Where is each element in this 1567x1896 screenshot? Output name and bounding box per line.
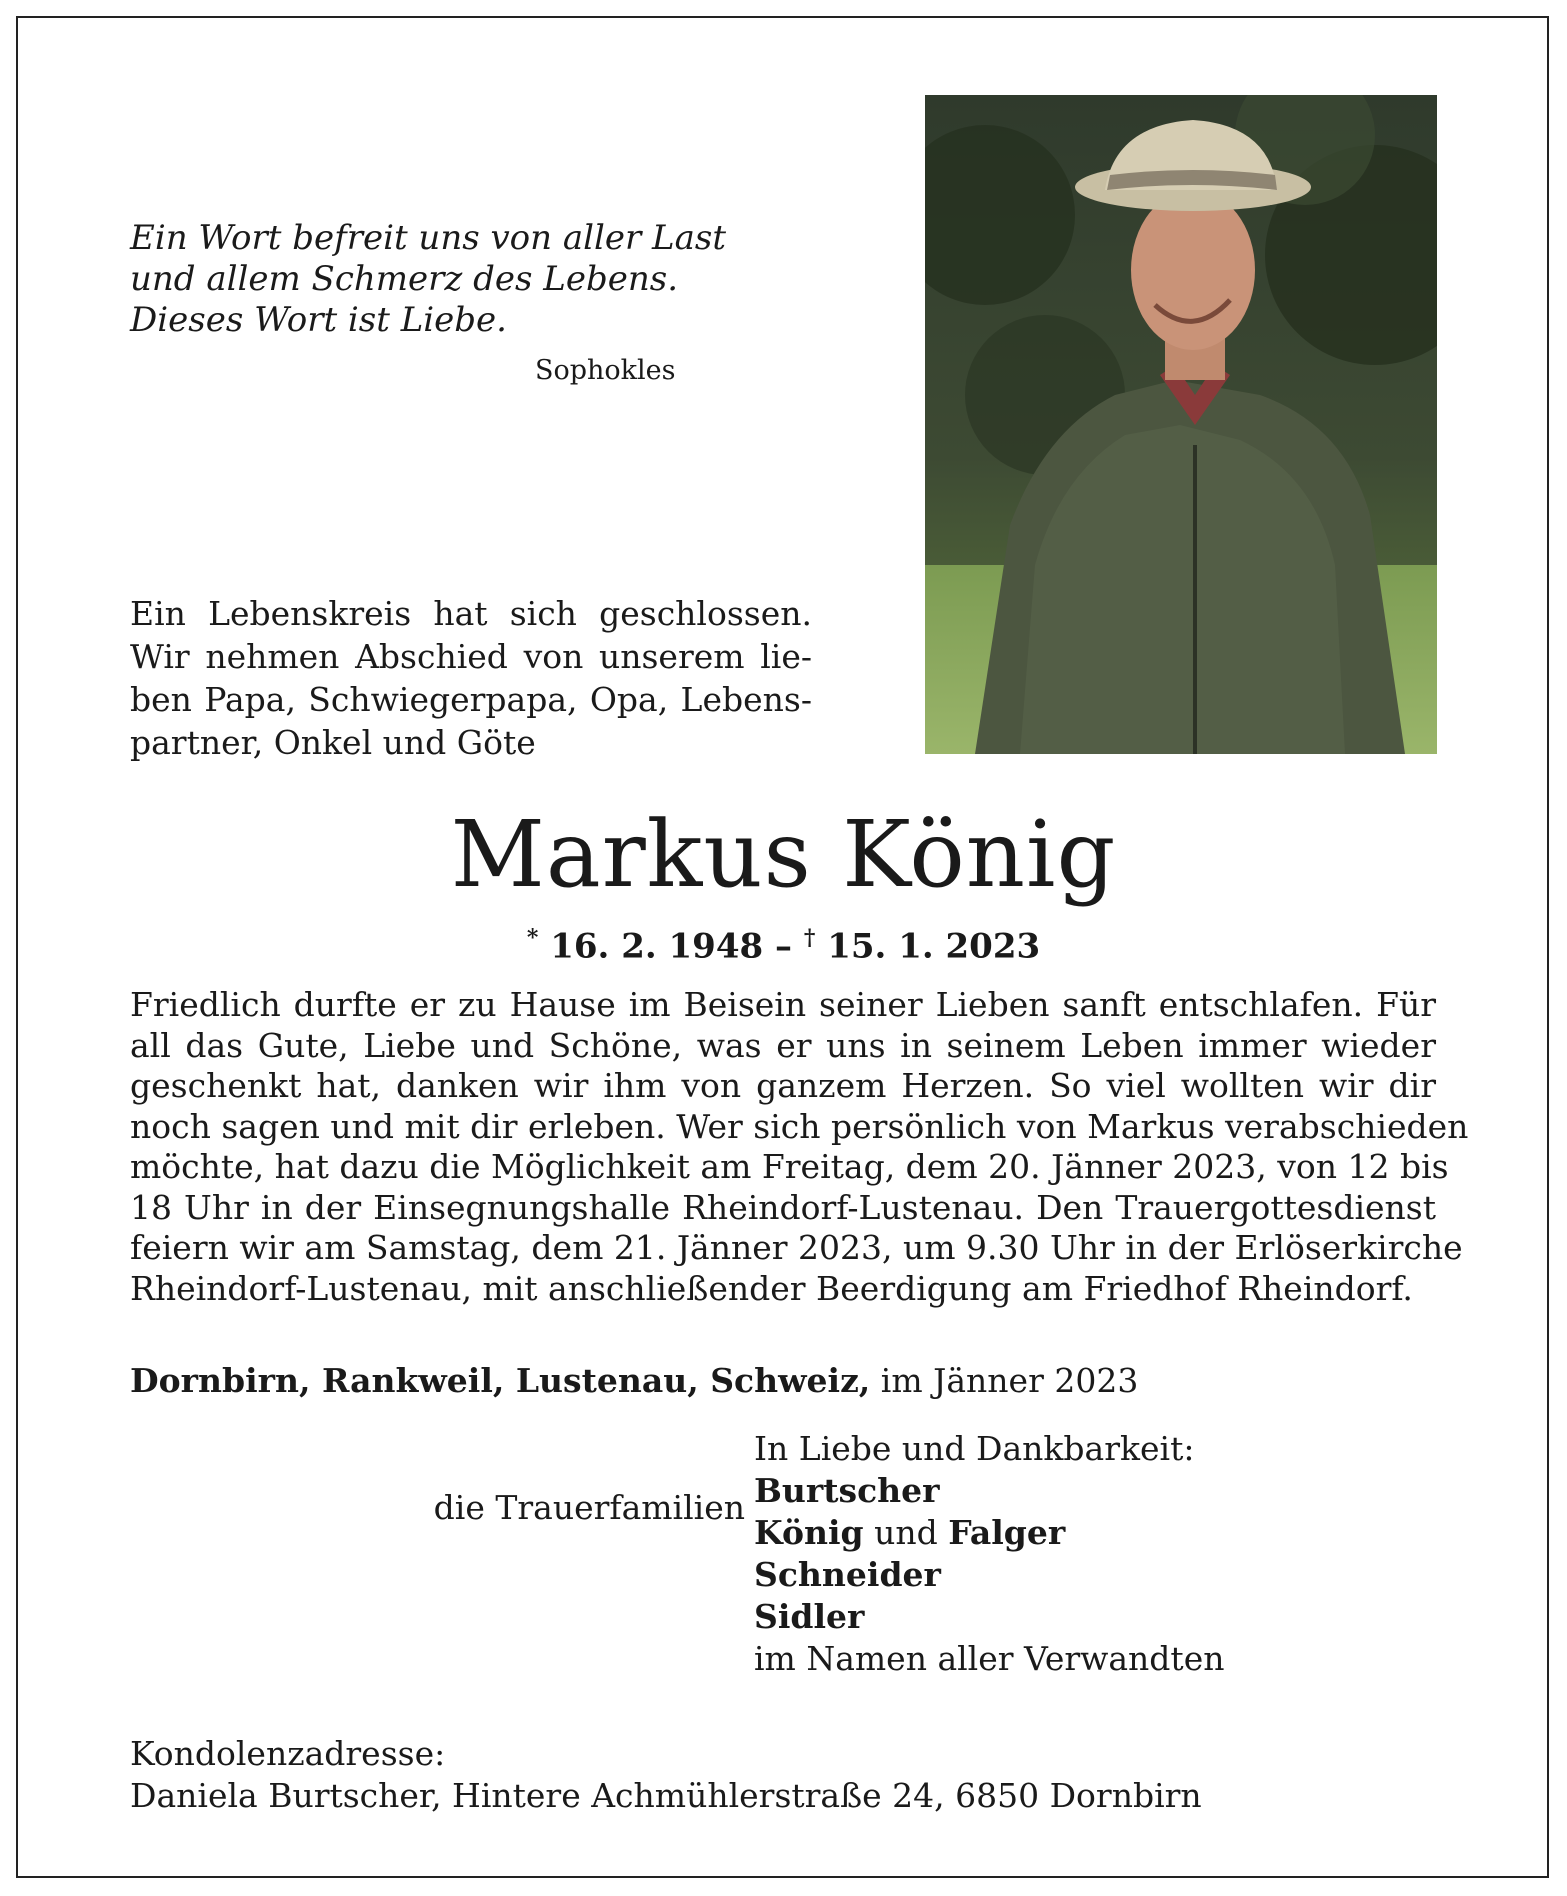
intro-line: partner, Onkel und Göte [130, 723, 536, 762]
epigraph-quote [130, 218, 727, 341]
death-date: 15. 1. 2023 [827, 926, 1041, 967]
intro-line: ben Papa, Schwiegerpapa, Opa, Lebens- [130, 680, 812, 719]
body-line: all das Gute, Liebe und Schöne, was er uns in seinem Leben immer wieder [130, 1025, 1436, 1065]
family-name: Falger [948, 1513, 1066, 1552]
family-connector: und [874, 1513, 938, 1552]
quote-line: und allem Schmerz des Lebens. [130, 259, 679, 299]
body-line: möchte, hat dazu die Möglichkeit am Freitag, dem 20. Jänner 2023, von 12 bis [130, 1147, 1449, 1186]
relatives-line: im Namen aller Verwandten [754, 1639, 1225, 1678]
body-line: Rheindorf-Lustenau, mit anschließender Beerdigung am Friedhof Rheindorf. [130, 1268, 1413, 1308]
birth-date: 16. 2. 1948 [550, 926, 764, 967]
quote-line: Dieses Wort ist Liebe. [130, 300, 507, 340]
intro-text [130, 592, 812, 764]
body-line: Friedlich durfte er zu Hause im Beisein seiner Lieben sanft entschlafen. Für [130, 985, 1436, 1024]
body-text [130, 985, 1469, 1309]
family-name: Burtscher [754, 1471, 940, 1510]
death-symbol: † [803, 925, 816, 951]
body-line: geschenkt hat, danken wir ihm von ganzem Herzen. So viel wollten wir dir [130, 1066, 1436, 1105]
families-label: die Trauerfamilien [433, 1488, 745, 1527]
body-line: feiern wir am Samstag, dem 21. Jänner 2023, um 9.30 Uhr in der Erlöserkirche [130, 1228, 1463, 1267]
condolence-label: Kondolenzadresse: [130, 1734, 446, 1773]
quote-author: Sophokles [535, 355, 676, 386]
family-name: König [754, 1513, 864, 1552]
condolence-address [130, 1733, 1202, 1817]
intro-line: Wir nehmen Abschied von unserem lie- [130, 637, 812, 676]
birth-symbol: * [526, 925, 539, 951]
life-dates [0, 916, 1567, 968]
family-name: Schneider [754, 1555, 941, 1594]
signature-block [754, 1428, 1224, 1680]
date-separator: – [775, 926, 792, 967]
body-line: 18 Uhr in der Einsegnungshalle Rheindorf-Lustenau. Den Trauergottesdienst [130, 1187, 1436, 1227]
family-name: Sidler [754, 1597, 865, 1636]
quote-line: Ein Wort befreit uns von aller Last [130, 218, 727, 258]
portrait-photo [925, 95, 1437, 754]
intro-line: Ein Lebenskreis hat sich geschlossen. [130, 594, 812, 633]
condolence-address-text: Daniela Burtscher, Hintere Achmühlerstraße 24, 6850 Dornbirn [130, 1776, 1202, 1815]
places: Dornbirn, Rankweil, Lustenau, Schweiz, [130, 1361, 871, 1400]
deceased-name: Markus König [450, 801, 1117, 908]
notice-date: im Jänner 2023 [880, 1361, 1139, 1400]
places-and-date [130, 1361, 1138, 1400]
body-line: noch sagen und mit dir erleben. Wer sich persönlich von Markus verabschieden [130, 1106, 1469, 1146]
closing-line: In Liebe und Dankbarkeit: [754, 1429, 1195, 1468]
